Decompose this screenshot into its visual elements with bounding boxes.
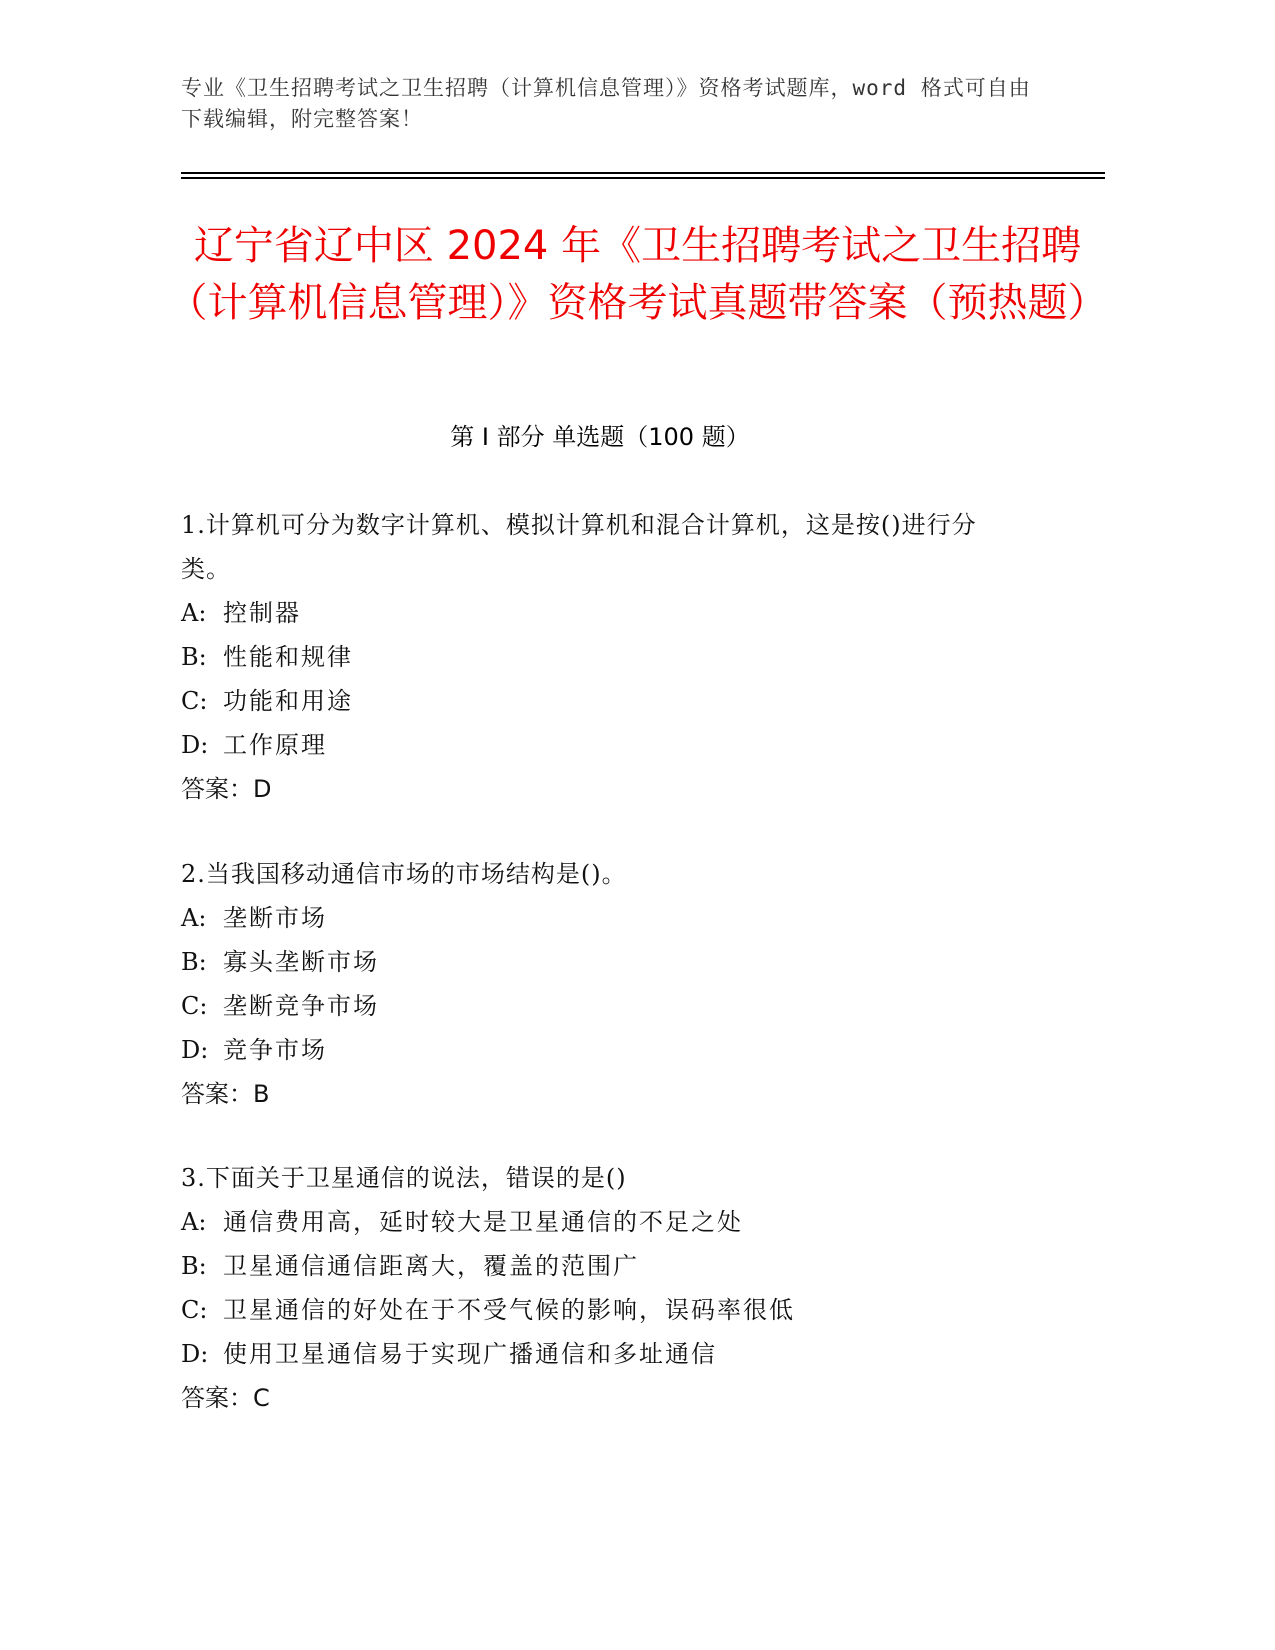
option-text: 工作原理 [223, 731, 327, 759]
option-c [181, 1288, 1021, 1332]
question-answer: 答案：D [181, 775, 272, 803]
option-text: 性能和规律 [223, 643, 353, 671]
document-title: 辽宁省辽中区 2024 年《卫生招聘考试之卫生招聘（计算机信息管理）》资格考试真题带答案（预热题） [167, 223, 1108, 326]
option-letter: B: [181, 1252, 207, 1280]
option-letter: B: [181, 948, 207, 976]
option-letter: D: [181, 731, 209, 759]
option-text: 通信费用高，延时较大是卫星通信的不足之处 [223, 1208, 743, 1236]
question-block [181, 852, 1021, 1116]
option-letter: D: [181, 1340, 209, 1368]
question-stem: 1.计算机可分为数字计算机、模拟计算机和混合计算机，这是按()进行分类。 [181, 511, 977, 583]
option-letter: A: [181, 1208, 207, 1236]
option-letter: C: [181, 992, 208, 1020]
option-b [181, 635, 1021, 679]
option-b [181, 1244, 1021, 1288]
option-text: 卫星通信的好处在于不受气候的影响，误码率很低 [223, 1296, 795, 1324]
option-letter: C: [181, 687, 208, 715]
option-text: 竞争市场 [223, 1036, 327, 1064]
question-block [181, 503, 1021, 811]
option-c [181, 984, 1021, 1028]
option-a [181, 591, 1021, 635]
question-answer: 答案：C [181, 1384, 270, 1412]
section-heading: 第 I 部分 单选题（100 题） [450, 423, 750, 451]
option-d [181, 1028, 1021, 1072]
option-text: 垄断竞争市场 [223, 992, 379, 1020]
option-letter: A: [181, 599, 207, 627]
option-text: 功能和用途 [223, 687, 353, 715]
option-d [181, 1332, 1021, 1376]
header-note: 专业《卫生招聘考试之卫生招聘（计算机信息管理）》资格考试题库，word 格式可自由下载编辑，附完整答案！ [181, 76, 1031, 131]
question-block [181, 1156, 1021, 1420]
header-divider-thick [181, 177, 1105, 179]
question-stem: 2.当我国移动通信市场的市场结构是()。 [181, 860, 627, 888]
option-text: 寡头垄断市场 [223, 948, 379, 976]
option-a [181, 1200, 1021, 1244]
option-text: 使用卫星通信易于实现广播通信和多址通信 [223, 1340, 717, 1368]
option-letter: A: [181, 904, 207, 932]
option-text: 控制器 [223, 599, 301, 627]
question-stem: 3.下面关于卫星通信的说法，错误的是() [181, 1164, 627, 1192]
header-divider-thin [181, 172, 1105, 174]
option-letter: D: [181, 1036, 209, 1064]
option-text: 垄断市场 [223, 904, 327, 932]
option-b [181, 940, 1021, 984]
option-a [181, 896, 1021, 940]
option-d [181, 723, 1021, 767]
option-c [181, 679, 1021, 723]
option-text: 卫星通信通信距离大，覆盖的范围广 [223, 1252, 639, 1280]
option-letter: B: [181, 643, 207, 671]
option-letter: C: [181, 1296, 208, 1324]
question-answer: 答案：B [181, 1080, 270, 1108]
